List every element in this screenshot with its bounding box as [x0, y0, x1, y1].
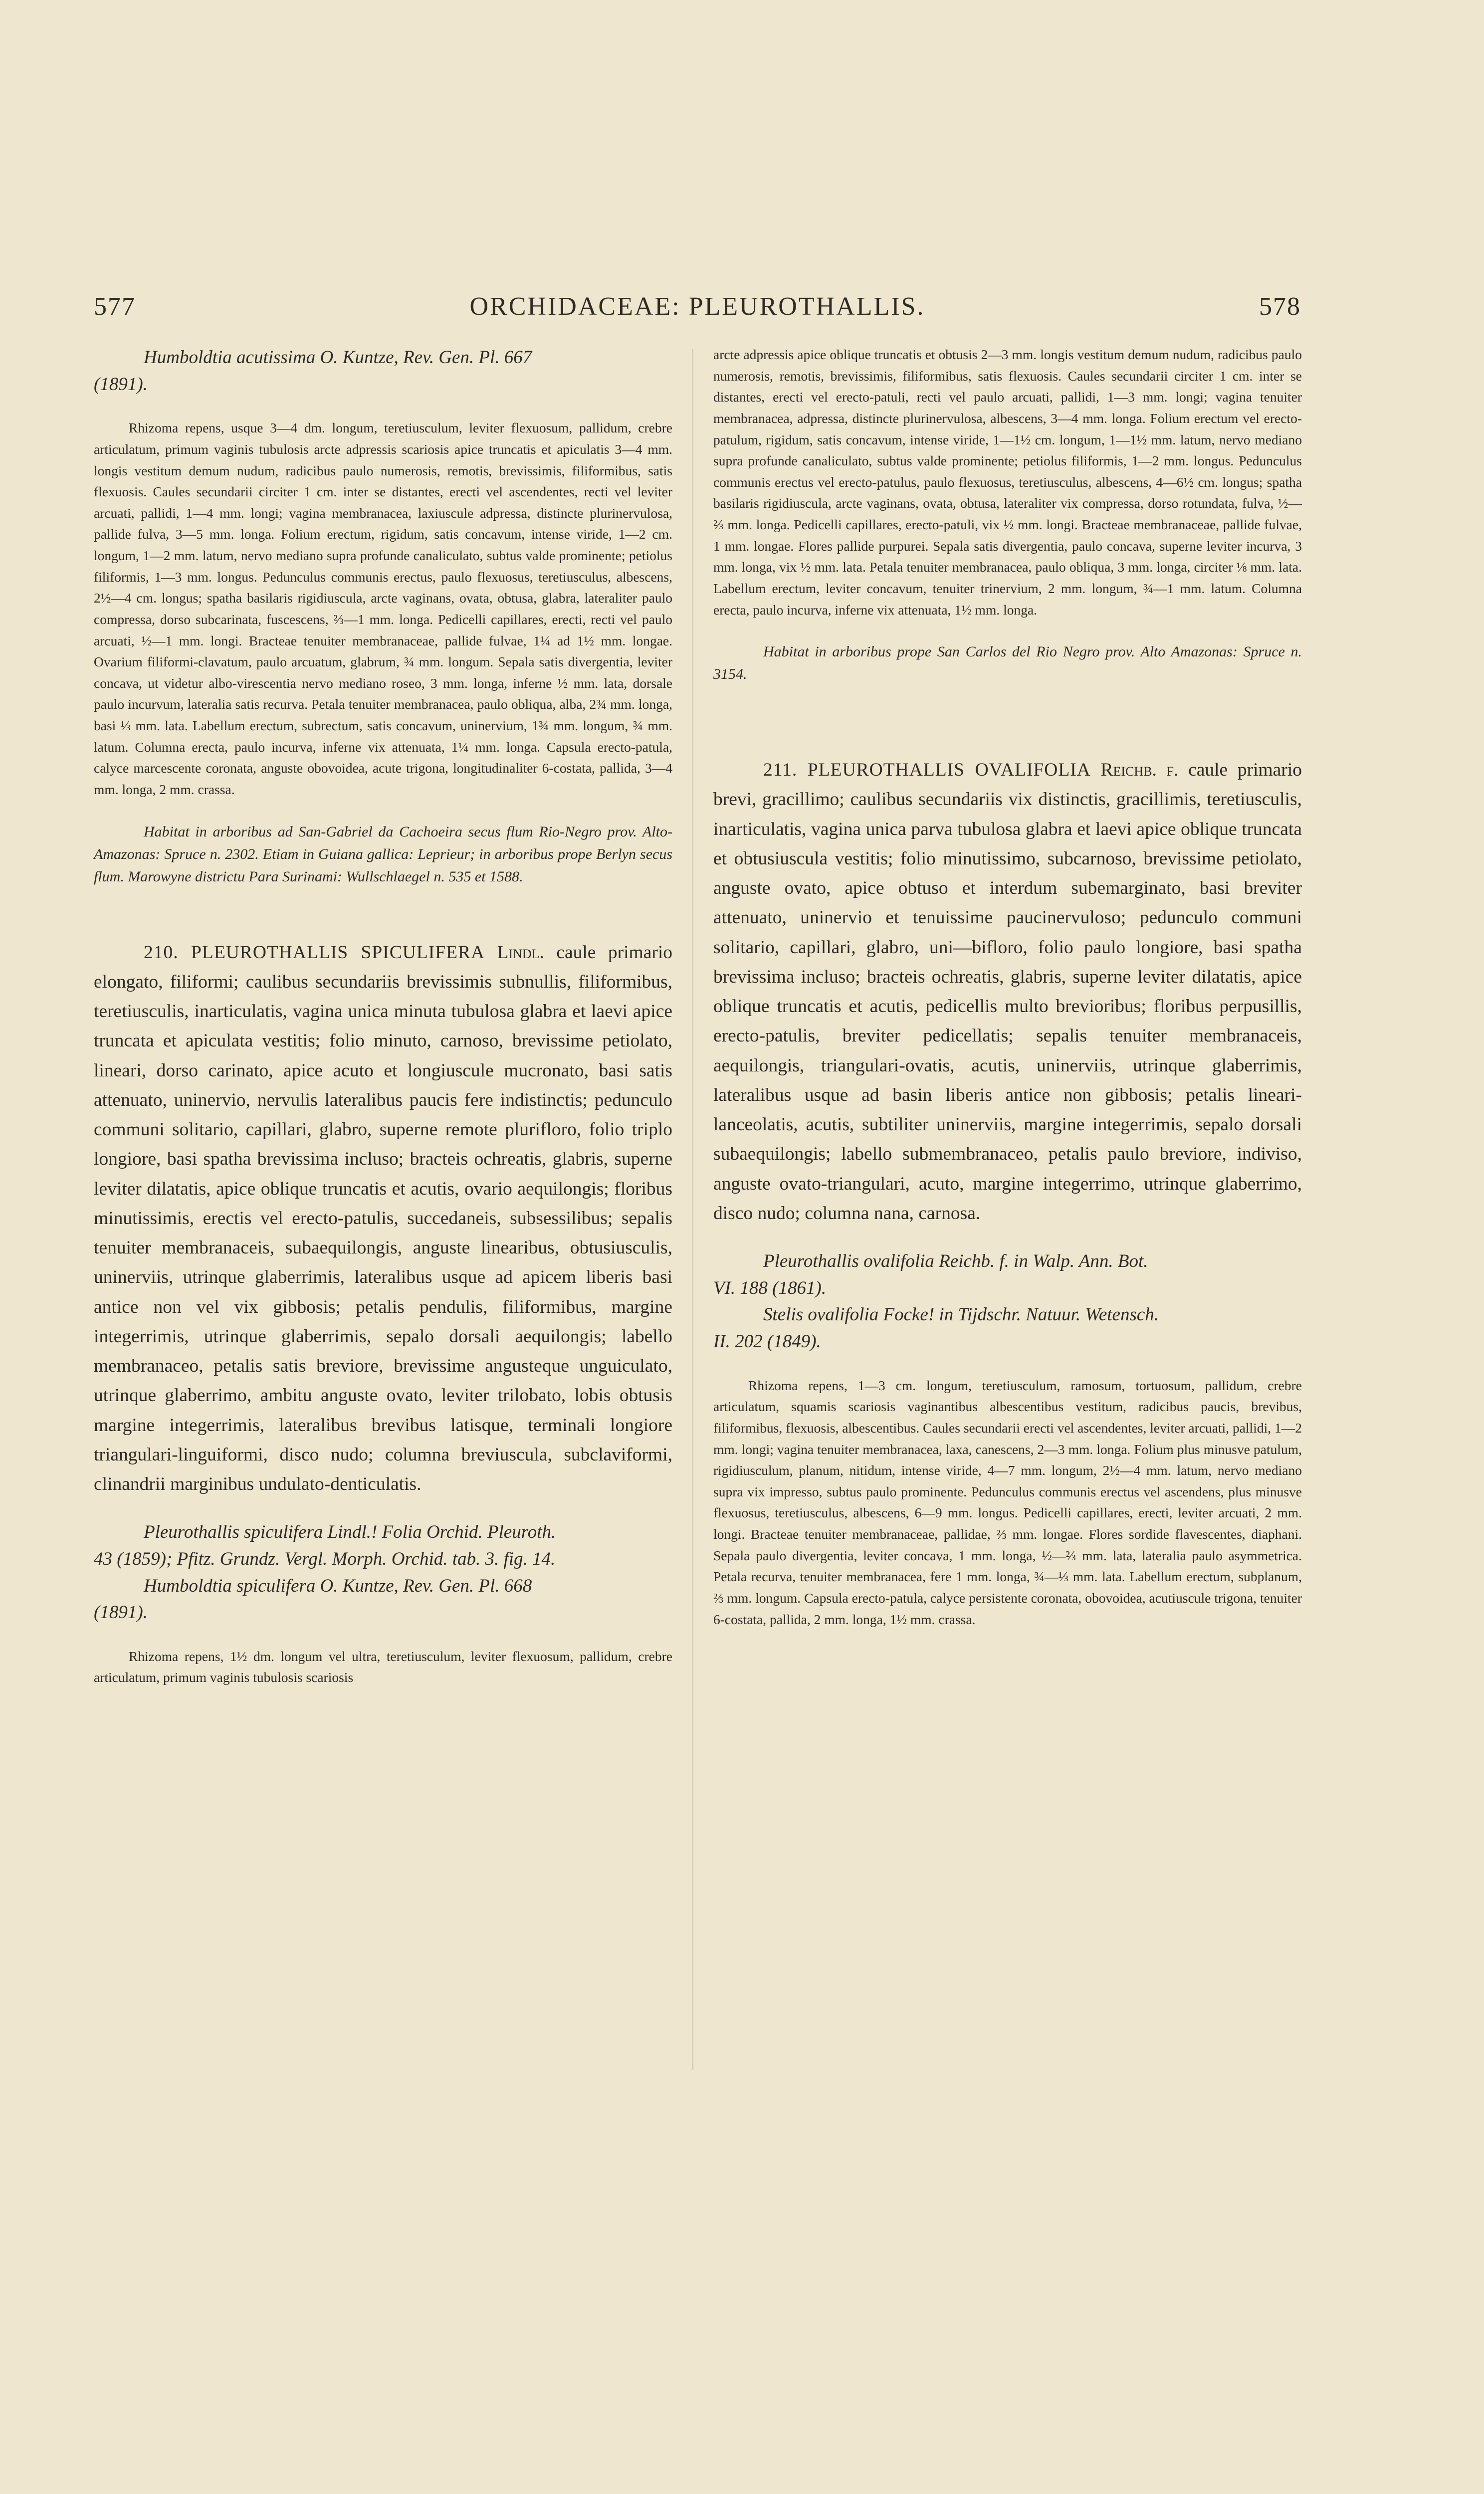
synonyms-211: Pleurothallis ovalifolia Reichb. f. in Walp. Ann. Bot. VI. 188 (1861). Stelis ovalifolia Focke! in Tijdschr. Natuur. Wetensch. II. 202 (1849).: [713, 1251, 1159, 1352]
column-divider: [692, 349, 693, 2070]
right-column: [713, 344, 1302, 1650]
description-210-start: Rhizoma repens, 1½ dm. longum vel ultra, teretiusculum, leviter flexuosum, pallidum, crebre articulatum, primum vaginis tubulosis scariosis: [94, 1648, 672, 1685]
running-title: ORCHIDACEAE: PLEUROTHALLIS.: [469, 292, 925, 321]
page-number-left: 577: [94, 292, 136, 321]
synonym-humboldtia-acutissima: Humboldtia acutissima O. Kuntze, Rev. Gen. Pl. 667 (1891).: [94, 347, 532, 395]
description-211: Rhizoma repens, 1—3 cm. longum, teretiusculum, ramosum, tortuosum, pallidum, crebre articulatum, squamis scariosis vaginantibus albescentibus vestitum, radicibus paucis, brevibus, filiformibus, flexuosis, albescentibus. Caules secundarii erecti vel ascendentes, leviter arcuati, pallidi, 1—2 mm. longi; vagina tenuiter membranacea, laxa, canescens, 2—3 mm. longa. Folium plus minusve patulum, rigidiusculum, planum, nitidum, intense viride, 4—7 mm. longum, 2½—4 mm. latum, nervo mediano supra vix impresso, subtus paulo prominente. Pedunculus communis erectus vel ascendens, plus minusve flexuosus, teretiusculus, albescens, 6—9 mm. longus. Pedicelli capillares, erecti, leviter arcuati, 2 mm. longi. Bracteae tenuiter membranaceae, pallidae, ⅔ mm. longae. Flores sordide flavescentes, diaphani. Sepala paulo divergentia, leviter concava, 1 mm. longa, ½—⅔ mm. lata, lateralia paulo asymmetrica. Petala recurva, tenuiter membranacea, fere 1 mm. longa, ¾—⅓ mm. lata. Labellum erectum, subplanum, ⅔ mm. longum. Capsula erecto-patula, calyce persistente coronata, obovoidea, acutiuscule trigona, tenuiter 6-costata, pallida, 2 mm. longa, 1½ mm. crassa.: [713, 1377, 1302, 1627]
species-210-heading: 210. PLEUROTHALLIS SPICULIFERA Lindl. caule primario elongato, filiformi; caulibus secundariis brevissimis subnullis, filiformibus, teretiusculis, inarticulatis, vagina unica minuta tubulosa glabra et laevi apice truncata et apiculata vestitis; folio minuto, carnoso, brevissime petiolato, lineari, dorso carinato, apice acuto et longiuscule mucronato, basi satis attenuato, uninervio, nervulis lateralibus paucis fere indistinctis; pedunculo communi solitario, capillari, glabro, superne remote plurifloro, folio triplo longiore, basi spatha brevissima incluso; bracteis ochreatis, glabris, superne leviter dilatatis, apice oblique truncatis et acutis, ovario aequilongis; floribus minutissimis, erectis vel erecto-patulis, succedaneis, subsessilibus; sepalis tenuiter membranaceis, subaequilongis, anguste linearibus, obtusiusculis, uninerviis, utrinque glaberrimis, lateralibus usque ad apicem liberis basi antice non vel vix gibbosis; petalis pendulis, filiformibus, margine integerrimis, utrinque glaberrimis, sepalo dorsali aequilongis; labello membranaceo, petalis satis breviore, brevissime angusteque unguiculato, utrinque glaberrimo, ambitu anguste ovato, leviter trilobato, lobis obtusis margine integerrimis, lateralibus brevibus latisque, terminali longiore triangulari-linguiformi, disco nudo; columna breviuscula, subclaviformi, clinandrii marginibus undulato-denticulatis.: [94, 942, 672, 1495]
habitat-210: Habitat in arboribus prope San Carlos del Rio Negro prov. Alto Amazonas: Spruce n. 3154.: [713, 643, 1302, 683]
page-number-right: 578: [1259, 292, 1301, 321]
description-209: Rhizoma repens, usque 3—4 dm. longum, teretiusculum, leviter flexuosum, pallidum, crebre articulatum, primum vaginis tubulosis arcte adpressis scariosis apice truncatis et apiculatis 3—4 mm. longis vestitum demum nudum, radicibus paulo numerosis, remotis, brevissimis, filiformibus, satis flexuosis. Caules secundarii circiter 1 cm. inter se distantes, erecti vel ascendentes, recti vel leviter arcuati, pallidi, 1—4 mm. longi; vagina membranacea, laxiuscule adpressa, distincte plurinervulosa, pallide fulva, 3—5 mm. longa. Folium erectum, rigidum, satis concavum, intense viride, 1—2 cm. longum, 1—2 mm. latum, nervo mediano supra profunde canaliculato, subtus valde prominente; petiolus filiformis, 1—3 mm. longus. Pedunculus communis erectus, paulo flexuosus, teretiusculus, albescens, 2½—4 cm. longus; spatha basilaris rigidiuscula, arcte vaginans, ovata, obtusa, glabra, lateraliter paulo compressa, dorso subcarinata, fuscescens, ⅔—1 mm. longa. Pedicelli capillares, erecti, recti vel paulo arcuati, ½—1 mm. longi. Bracteae tenuiter membranaceae, pallide fulvae, 1¼ ad 1½ mm. longae. Ovarium filiformi-clavatum, paulo arcuatum, glabrum, ¾ mm. longum. Sepala satis divergentia, leviter concava, ut videtur albo-virescentia nervo mediano roseo, 3 mm. longa, inferne ½ mm. lata, dorsale paulo incurvum, lateralia satis recurva. Petala tenuiter membranacea, paulo obliqua, alba, 2¾ mm. longa, basi ⅓ mm. lata. Labellum erectum, subrectum, satis concavum, uninervium, 1¾ mm. longum, ¾ mm. latum. Columna erecta, paulo incurva, inferne vix attenuata, 1¼ mm. longa. Capsula erecto-patula, calyce marcescente coronata, anguste obovoidea, acute trigona, longitudinaliter 6-costata, pallida, 3—4 mm. longa, 2 mm. crassa.: [94, 420, 672, 797]
synonyms-210: Pleurothallis spiculifera Lindl.! Folia Orchid. Pleuroth. 43 (1859); Pfitz. Grundz. Vergl. Morph. Orchid. tab. 3. fig. 14. Humboldtia spiculifera O. Kuntze, Rev. Gen. Pl. 668 (1891).: [94, 1522, 556, 1623]
habitat-209: Habitat in arboribus ad San-Gabriel da Cachoeira secus flum Rio-Negro prov. Alto-Amazonas: Spruce n. 2302. Etiam in Guiana gallica: Leprieur; in arboribus prope Berlyn secus flum. Marowyne districtu Para Surinami: Wullschlaegel n. 535 et 1588.: [94, 823, 672, 885]
left-column: [94, 344, 672, 1708]
description-210-continued: arcte adpressis apice oblique truncatis et obtusis 2—3 mm. longis vestitum demum nudum, radicibus paulo numerosis, remotis, brevissimis, filiformibus, satis flexuosis. Caules secundarii circiter 1 cm. inter se distantes, erecti vel erecto-patuli, recti vel paulo arcuati, pallidi, 1—3 mm. longi; vagina tenuiter membranacea, adpressa, distincte plurinervulosa, albescens, 3—4 mm. longa. Folium erectum vel erecto-patulum, rigidum, satis concavum, intense viride, 1—1½ cm. longum, 1—1½ mm. latum, nervo mediano supra profunde canaliculato, subtus valde prominente; petiolus filiformis, 1—2 mm. longus. Pedunculus communis erectus vel erecto-patulus, paulo flexuosus, teretiusculus, albescens, 4—6½ cm. longus; spatha basilaris rigidiuscula, arcte vaginans, ovata, obtusa, lateraliter vix compressa, dorso rotundata, fulva, ½—⅔ mm. longa. Pedicelli capillares, erecto-patuli, vix ½ mm. longi. Bracteae membranaceae, pallide fulvae, 1 mm. longae. Flores pallide purpurei. Sepala satis divergentia, paulo concava, superne leviter incurva, 3 mm. longa, vix ½ mm. lata. Petala tenuiter membranacea, paulo obliqua, 3 mm. longa, circiter ⅛ mm. lata. Labellum erectum, leviter concavum, tenuiter trinervium, 2 mm. longum, ¾—1 mm. latum. Columna erecta, paulo incurva, inferne vix attenuata, 1½ mm. longa.: [713, 347, 1302, 618]
species-211-heading: 211. PLEUROTHALLIS OVALIFOLIA Reichb. f. caule primario brevi, gracillimo; caulibus secundariis vix distinctis, gracillimis, teretiusculis, inarticulatis, vagina unica parva tubulosa glabra et laevi apice oblique truncata et obtusiuscula vestitis; folio minutissimo, subcarnoso, brevissime petiolato, anguste ovato, apice obtuso et interdum subemarginato, basi breviter attenuato, uninervio et tenuissime paucinervuloso; pedunculo communi solitario, capillari, glabro, uni—bifloro, folio paulo longiore, basi spatha brevissima incluso; bracteis ochreatis, glabris, superne leviter dilatatis, apice oblique truncatis et acutis, pedicellis multo brevioribus; floribus perpusillis, erecto-patulis, breviter pedicellatis; sepalis tenuiter membranaceis, aequilongis, triangulari-ovatis, acutis, uninerviis, utrinque glaberrimis, lateralibus usque ad basin liberis antice non gibbosis; petalis lineari-lanceolatis, acutis, subtiliter uninerviis, margine integerrimis, sepalo dorsali subaequilongis; labello submembranaceo, petalis paulo breviore, indiviso, anguste ovato-triangulari, acuto, margine integerrimo, utrinque glaberrimo, disco nudo; columna nana, carnosa.: [713, 760, 1302, 1224]
page-header: [94, 292, 1301, 327]
